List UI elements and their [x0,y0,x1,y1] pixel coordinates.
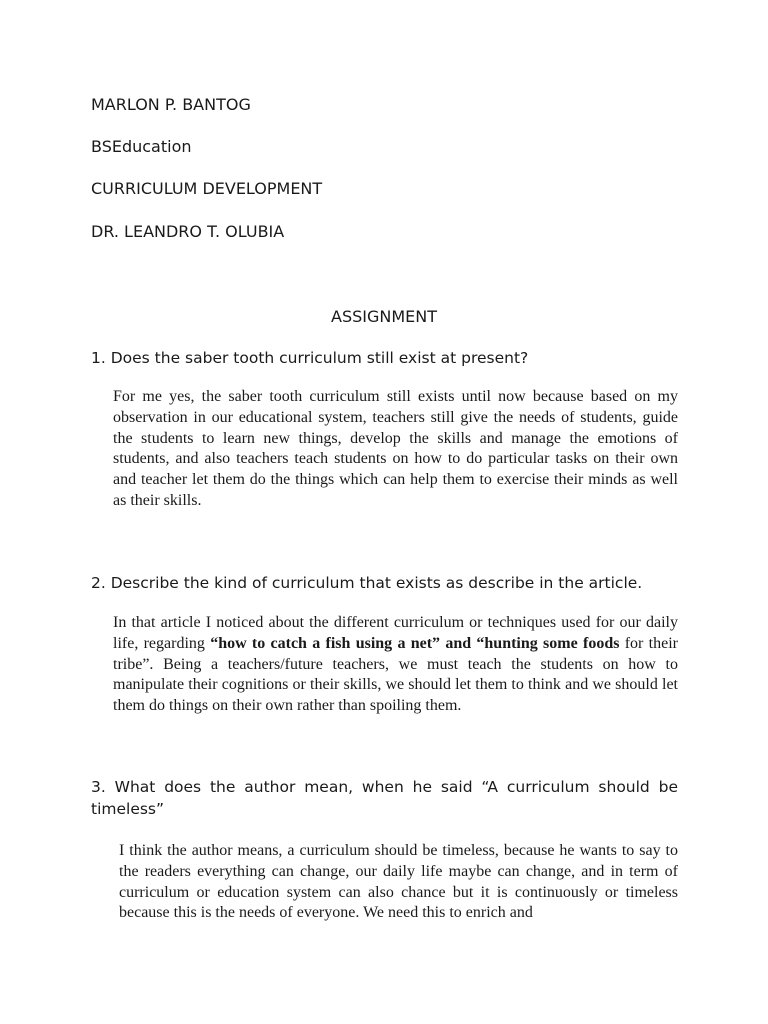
answer-2-text-bold: “how to catch a fish using a net” and “hunting some foods [210,634,620,652]
question-3: 3. What does the author mean, when he said “A curriculum should be timeless” [91,778,678,818]
answer-1: For me yes, the saber tooth curriculum still exists until now because based on my observation in our educational system, teachers still give the needs of students, guide the students to learn new things, develop the skills and manage the emotions of students, and also teachers teach students on how to do particular tasks on their own and teacher let them do the things which can help them to exercise their minds as well as their skills. [113,388,678,509]
answer-3: I think the author means, a curriculum should be timeless, because he wants to say to the readers everything can change, our daily life maybe can change, and in term of curriculum or education system can also chance but it is continuously or timeless because this is the needs of everyone. We need this to enrich and [119,842,678,922]
answer-2-text-before: In that article I noticed about the different curriculum or techniques used for our daily life, regarding [113,614,678,652]
course-name: BSEducation [91,137,192,156]
answer-2 [113,613,678,717]
assignment-title [0,307,768,326]
student-name: MARLON P. BANTOG [91,95,251,114]
answer-2-text-after: for their tribe”. Being a teachers/future teachers, we must teach the students on how to manipulate their cognitions or their skills, we should let them to think and we should let them do things on their own rather than spoiling them. [113,634,678,715]
question-2: 2. Describe the kind of curriculum that exists as describe in the article. [91,574,643,592]
subject-name: CURRICULUM DEVELOPMENT [91,179,323,198]
question-1: 1. Does the saber tooth curriculum still exist at present? [91,349,529,367]
instructor-name: DR. LEANDRO T. OLUBIA [91,222,285,241]
assignment-title-text: ASSIGNMENT [331,307,437,326]
